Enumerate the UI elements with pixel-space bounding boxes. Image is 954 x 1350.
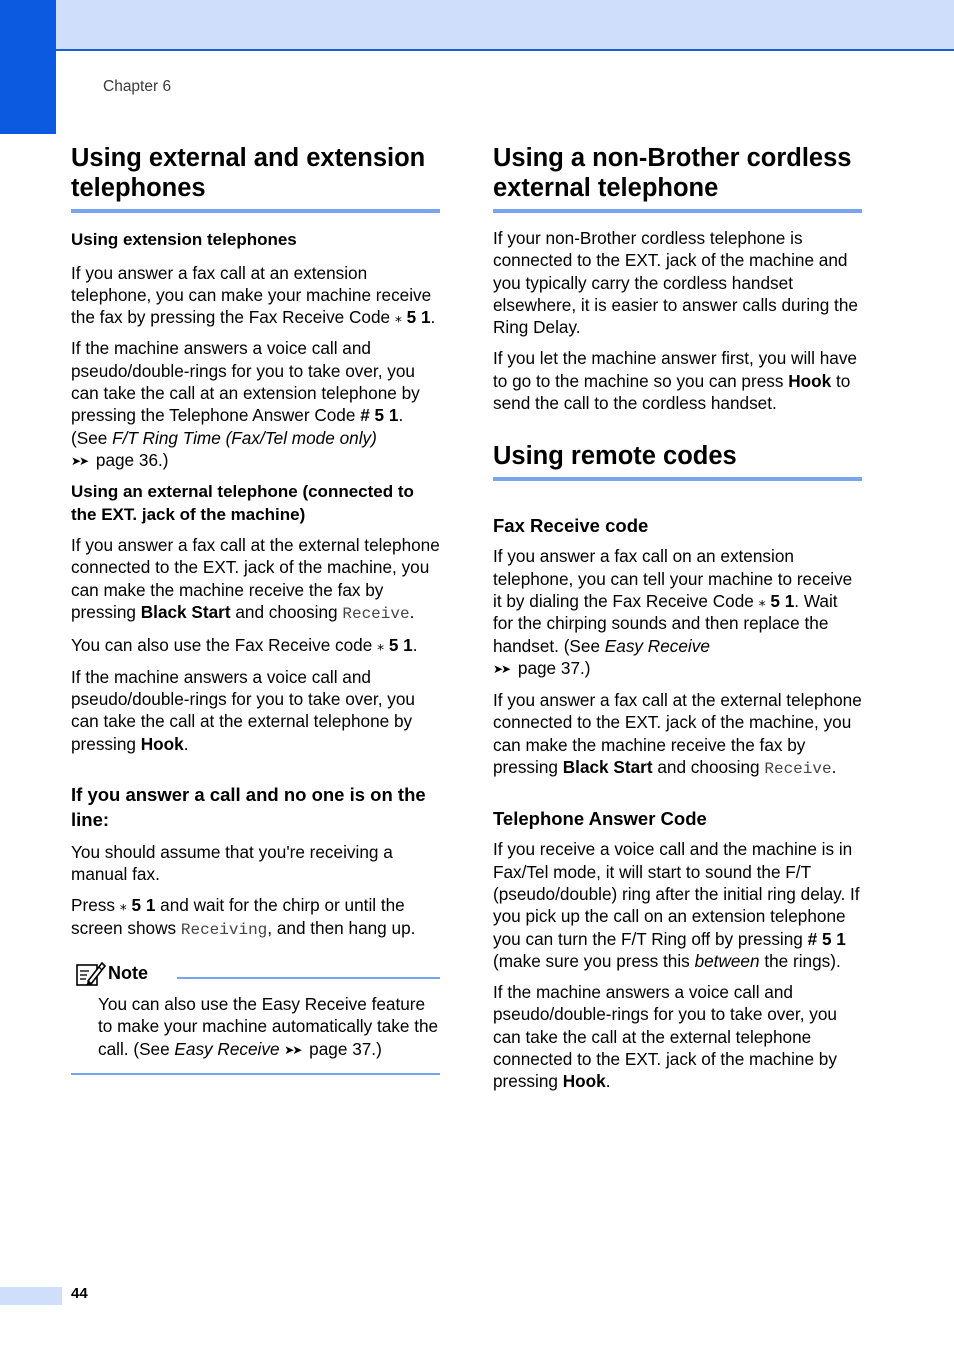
right-column xyxy=(493,143,862,1093)
note-text: You can also use the Easy Receive feature to make your machine automatically take the call. (See Easy Receive ➤➤ page 37.) xyxy=(98,994,439,1059)
paragraph-fax-receive-extension: If you answer a fax call on an extension telephone, you can tell your machine to receive it by dialing the Fax Receive Code ⁎ 5 1. Wait for the chirping sounds and then replace the handset. (See Easy Receive ➤➤ page 37.) xyxy=(493,546,853,678)
note-pencil-icon xyxy=(74,959,106,987)
page-tab xyxy=(0,1287,62,1305)
paragraph-telephone-voice: If the machine answers a voice call and pseudo/double-rings for you to take over, you can take the call at the external telephone connected to the EXT. jack of the machine by pressing Hook. xyxy=(493,982,837,1092)
heading-external-telephone: Using an external telephone (connected to the EXT. jack of the machine) xyxy=(71,482,414,524)
note-box xyxy=(71,959,440,1075)
paragraph-manual-fax: You should assume that you're receiving a manual fax. xyxy=(71,841,393,885)
note-bottom-rule xyxy=(71,1073,440,1075)
paragraph-cordless-intro: If your non-Brother cordless telephone is connected to the EXT. jack of the machine and you typically carry the cordless handset elsewhere, it is easier to answer calls during the Ring Delay. xyxy=(493,228,858,338)
paragraph-fax-receive-code: You can also use the Fax Receive code ⁎ 5 1. xyxy=(71,635,418,656)
paragraph-extension-voice: If the machine answers a voice call and pseudo/double-rings for you to take over, you can take the call at an extension telephone by pressing the Telephone Answer Code # 5 1. (See F/T Ring Time (Fax/Tel mode only) ➤➤ page 36.) xyxy=(71,338,420,470)
paragraph-external-fax: If you answer a fax call at the external telephone connected to the EXT. jack of the machine, you can make the machine receive the fax by pressing Black Start and choosing Receive. xyxy=(71,535,440,624)
section-title-external-extension: Using external and extension telephones xyxy=(71,143,440,213)
heading-extension-telephones: Using extension telephones xyxy=(71,230,297,249)
left-column xyxy=(71,143,440,1075)
chapter-tab xyxy=(0,0,56,134)
section-title-remote-codes: Using remote codes xyxy=(493,441,862,481)
heading-fax-receive-code: Fax Receive code xyxy=(493,515,649,537)
section-title-cordless: Using a non-Brother cordless external telephone xyxy=(493,143,862,213)
paragraph-external-voice: If the machine answers a voice call and pseudo/double-rings for you to take over, you can take the call at the external telephone by pressing Hook. xyxy=(71,666,415,754)
note-divider xyxy=(177,977,440,979)
heading-telephone-answer-code: Telephone Answer Code xyxy=(493,808,707,830)
page-number: 44 xyxy=(71,1285,88,1302)
paragraph-cordless-hook: If you let the machine answer first, you will have to go to the machine so you can press Hook to send the call to the cordless handset. xyxy=(493,348,857,414)
double-arrow-icon: ➤➤ xyxy=(493,661,510,676)
double-arrow-icon: ➤➤ xyxy=(71,453,88,468)
paragraph-fax-receive-external: If you answer a fax call at the external telephone connected to the EXT. jack of the machine, you can make the machine receive the fax by pressing Black Start and choosing Receive. xyxy=(493,690,862,779)
header-band xyxy=(0,0,954,51)
chapter-label: Chapter 6 xyxy=(103,78,172,95)
heading-no-one-on-line: If you answer a call and no one is on the line: xyxy=(71,783,426,830)
double-arrow-icon: ➤➤ xyxy=(284,1042,301,1057)
note-title: Note xyxy=(108,963,148,984)
paragraph-extension-fax: If you answer a fax call at an extension telephone, you can make your machine receive the fax by pressing the Fax Receive Code ⁎ 5 1. xyxy=(71,262,436,328)
paragraph-press-code: Press ⁎ 5 1 and wait for the chirp or until the screen shows Receiving, and then hang up. xyxy=(71,895,416,939)
paragraph-telephone-answer: If you receive a voice call and the machine is in Fax/Tel mode, it will start to sound the F/T (pseudo/double) ring after the initial ring delay. If you pick up the call on an extension telephone you can turn the F/T Ring off by pressing # 5 1 (make sure you press this between the rings). xyxy=(493,839,860,971)
